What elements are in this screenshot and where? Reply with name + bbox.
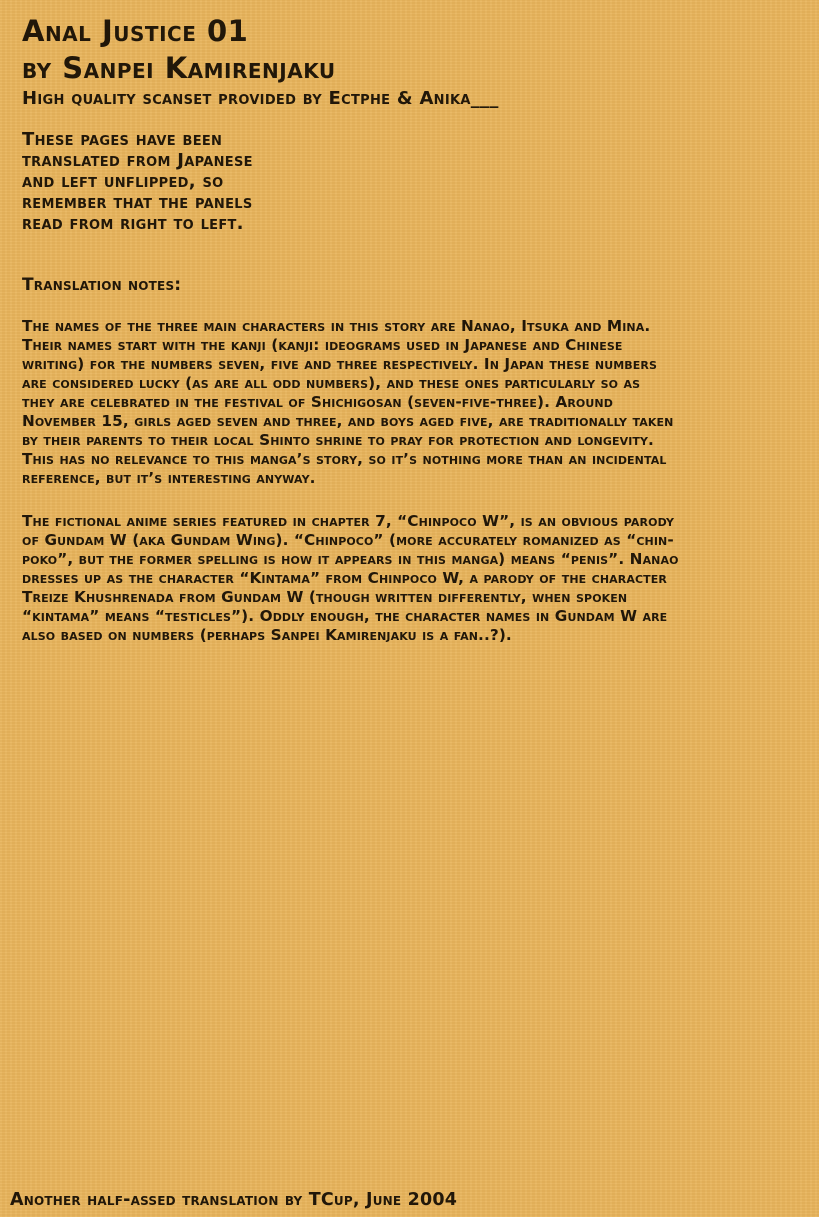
text-line: also based on numbers (perhaps Sanpei Kamirenjaku is a fan..?). — [22, 626, 512, 644]
text-line: The names of the three main characters in this story are Nanao, Itsuka and Mina. — [22, 317, 651, 335]
text-line: These pages have been — [22, 129, 223, 150]
translation-notes-heading: Translation notes: — [22, 275, 182, 295]
translation-note-characters — [22, 317, 795, 488]
text-line: Their names start with the kanji (kanji: ideograms used in Japanese and Chinese — [22, 336, 623, 354]
text-line: reference, but it’s interesting anyway. — [22, 469, 316, 487]
text-line: are considered lucky (as are all odd numbers), and these ones particularly so as — [22, 374, 641, 392]
reading-direction-note — [22, 129, 795, 234]
text-line: and left unflipped, so — [22, 171, 224, 192]
text-line: they are celebrated in the festival of Shichigosan (seven-five-three). Around — [22, 393, 613, 411]
page-title: Anal Justice 01 — [22, 14, 249, 48]
text-line: dresses up as the character “Kintama” from Chinpoco W, a parody of the character — [22, 569, 667, 587]
text-line: of Gundam W (aka Gundam Wing). “Chinpoco” (more accurately romanized as “chin- — [22, 531, 674, 549]
author-byline: by Sanpei Kamirenjaku — [22, 51, 336, 85]
text-line: Treize Khushrenada from Gundam W (though written differently, when spoken — [22, 588, 628, 606]
text-line: “kintama” means “testicles”). Oddly enough, the character names in Gundam W are — [22, 607, 668, 625]
text-line: translated from Japanese — [22, 150, 253, 171]
text-line: This has no relevance to this manga’s story, so it’s nothing more than an incidental — [22, 450, 667, 468]
text-line: November 15, girls aged seven and three, and boys aged five, are traditionally taken — [22, 412, 674, 430]
scanset-credit: High quality scanset provided by Ectphe & Anika___ — [22, 88, 499, 109]
text-line: remember that the panels — [22, 192, 253, 213]
text-line: by their parents to their local Shinto shrine to pray for protection and longevity. — [22, 431, 654, 449]
translation-note-chinpoco — [22, 512, 795, 645]
text-line: poko”, but the former spelling is how it appears in this manga) means “penis”. Nanao — [22, 550, 679, 568]
text-line: writing) for the numbers seven, five and three respectively. In Japan these numbers — [22, 355, 657, 373]
text-line: The fictional anime series featured in chapter 7, “Chinpoco W”, is an obvious parody — [22, 512, 675, 530]
text-line: read from right to left. — [22, 213, 244, 234]
footer-credit: Another half-assed translation by TCup, June 2004 — [10, 1190, 458, 1210]
